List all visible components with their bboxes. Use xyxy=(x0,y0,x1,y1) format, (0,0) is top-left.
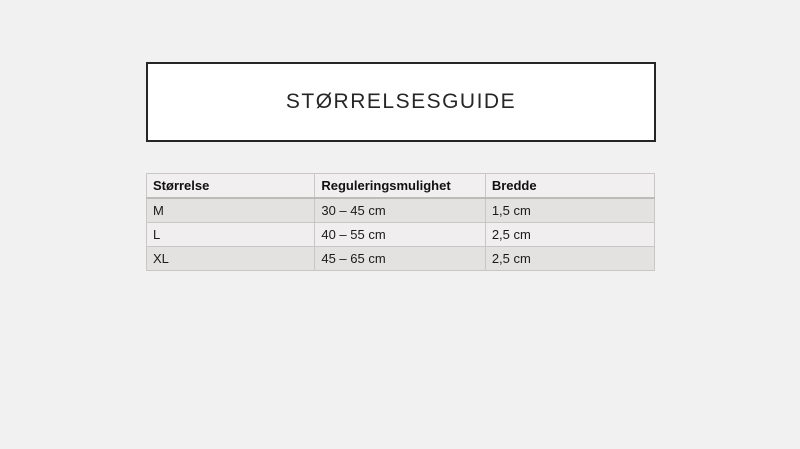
header-size: Størrelse xyxy=(147,174,315,199)
size-table xyxy=(146,173,655,271)
header-width: Bredde xyxy=(485,174,654,199)
table-header xyxy=(147,174,655,199)
table-row xyxy=(147,223,655,247)
cell-width: 1,5 cm xyxy=(485,198,654,223)
cell-size: L xyxy=(147,223,315,247)
slide-title: STØRRELSESGUIDE xyxy=(285,90,517,113)
cell-size: M xyxy=(147,198,315,223)
header-row xyxy=(147,174,655,199)
cell-adjustment: 30 – 45 cm xyxy=(315,198,485,223)
cell-size: XL xyxy=(147,247,315,271)
header-adjustment: Reguleringsmulighet xyxy=(315,174,485,199)
cell-width: 2,5 cm xyxy=(485,247,654,271)
title-box xyxy=(146,62,656,142)
table-body xyxy=(147,198,655,271)
cell-adjustment: 40 – 55 cm xyxy=(315,223,485,247)
cell-width: 2,5 cm xyxy=(485,223,654,247)
cell-adjustment: 45 – 65 cm xyxy=(315,247,485,271)
table-row xyxy=(147,198,655,223)
table-row xyxy=(147,247,655,271)
